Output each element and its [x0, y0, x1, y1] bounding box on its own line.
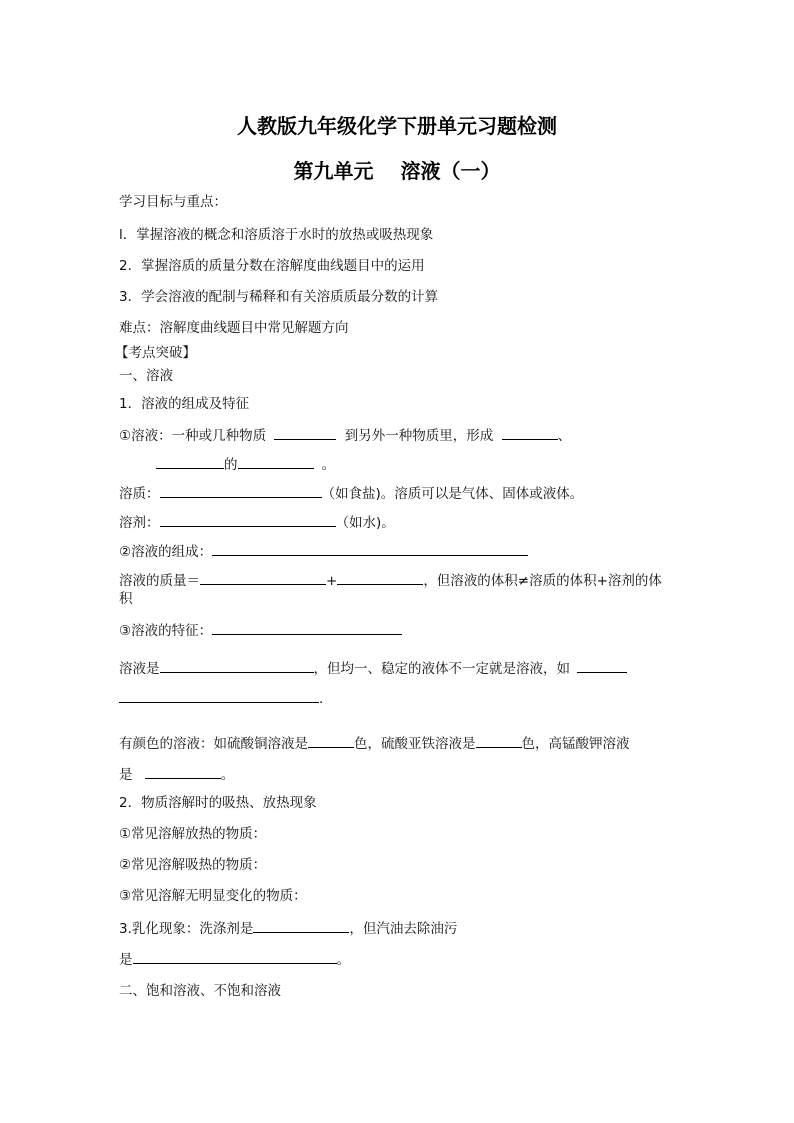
item-1-heading: 1．溶液的组成及特征 — [119, 396, 250, 412]
heat-none-line: ③常见溶解无明显变化的物质： — [119, 888, 307, 904]
uniform-text: ，但均一、稳定的液体不一定就是溶液，如 — [313, 661, 570, 677]
goals-heading: 学习目标与重点： — [119, 194, 227, 210]
document-subtitle: 第九单元 溶液（一） — [293, 159, 501, 183]
answer-blank[interactable] — [577, 658, 627, 673]
solvent-text: （如水)。 — [335, 515, 395, 531]
goal-2: 2．掌握溶质的质量分数在溶解度曲线题目中的运用 — [119, 258, 425, 274]
answer-blank[interactable] — [160, 658, 314, 673]
color-line-2 — [119, 764, 234, 784]
color-text: 有颜色的溶液：如硫酸铜溶液是 — [119, 736, 308, 752]
emulsify-text: ，但汽油去除油污 — [349, 921, 458, 937]
answer-blank[interactable] — [160, 483, 322, 498]
color-line — [119, 733, 630, 753]
answer-blank[interactable] — [274, 425, 336, 440]
composition-label: ②溶液的组成： — [119, 544, 213, 560]
solvent-label: 溶剂： — [119, 515, 160, 531]
document-title: 人教版九年级化学下册单元习题检测 — [237, 114, 557, 138]
answer-blank[interactable] — [337, 570, 423, 585]
answer-blank[interactable] — [133, 949, 337, 964]
section-1-heading: 一、溶液 — [119, 368, 173, 384]
answer-blank[interactable] — [238, 454, 314, 469]
mass-plus: + — [326, 573, 338, 589]
solution-definition-text: 的 — [224, 457, 238, 473]
answer-blank[interactable] — [160, 512, 336, 527]
difficulty-note: 难点：溶解度曲线题目中常见解题方向 — [119, 320, 349, 336]
punctuation: . — [319, 691, 324, 707]
breakthrough-heading: 【考点突破】 — [115, 345, 196, 361]
answer-blank[interactable] — [476, 733, 522, 748]
uniform-line-2 — [119, 688, 323, 708]
emulsify-line — [119, 918, 457, 938]
item-2-heading: 2．物质溶解时的吸热、放热现象 — [119, 795, 317, 811]
color-text: 是 — [119, 767, 133, 783]
answer-blank[interactable] — [502, 425, 558, 440]
answer-blank[interactable] — [119, 688, 319, 703]
solvent-line — [119, 512, 395, 532]
answer-blank[interactable] — [253, 918, 349, 933]
mass-text: ，但溶液的体积≠溶质的体积+溶剂的体 — [423, 573, 662, 589]
solute-text: （如食盐)。溶质可以是气体、固体或液体。 — [321, 486, 584, 502]
heat-release-line: ①常见溶解放热的物质： — [119, 826, 267, 842]
uniform-text: 溶液是 — [119, 661, 160, 677]
answer-blank[interactable] — [212, 541, 528, 556]
solution-definition-text: 到另外一种物质里，形成 — [344, 428, 494, 444]
punctuation: 。 — [336, 952, 350, 968]
mass-text: 溶液的质量＝ — [119, 573, 200, 589]
feature-label: ③溶液的特征： — [119, 623, 213, 639]
emulsify-line-2 — [119, 949, 350, 969]
emulsify-text: 是 — [119, 952, 133, 968]
mass-line — [119, 570, 662, 590]
answer-blank[interactable] — [308, 733, 354, 748]
solution-definition-line-2 — [156, 454, 335, 474]
uniform-line — [119, 658, 627, 678]
solution-definition-line — [119, 425, 571, 445]
goal-3: 3．学会溶液的配制与稀释和有关溶质质最分数的计算 — [119, 289, 439, 305]
answer-blank[interactable] — [156, 454, 224, 469]
answer-blank[interactable] — [200, 570, 326, 585]
color-text: 色，高锰酸钾溶液 — [521, 736, 630, 752]
heat-absorb-line: ②常见溶解吸热的物质： — [119, 857, 267, 873]
answer-blank[interactable] — [212, 620, 402, 635]
punctuation: 、 — [557, 428, 571, 444]
punctuation: 。 — [220, 767, 235, 783]
composition-line — [119, 541, 528, 561]
mass-line-2: 积 — [119, 591, 133, 607]
punctuation: 。 — [321, 457, 336, 473]
color-text: 色，硫酸亚铁溶液是 — [354, 736, 476, 752]
solute-line — [119, 483, 583, 503]
solution-definition-text: ①溶液：一种或几种物质 — [119, 428, 267, 444]
feature-line — [119, 620, 402, 640]
goal-1: l．掌握溶液的概念和溶质溶于水时的放热或吸热现象 — [119, 227, 434, 243]
section-2-heading: 二、饱和溶液、不饱和溶液 — [119, 983, 281, 999]
answer-blank[interactable] — [145, 764, 221, 779]
solute-label: 溶质： — [119, 486, 160, 502]
emulsify-text: 3.乳化现象：洗涤剂是 — [119, 921, 254, 937]
